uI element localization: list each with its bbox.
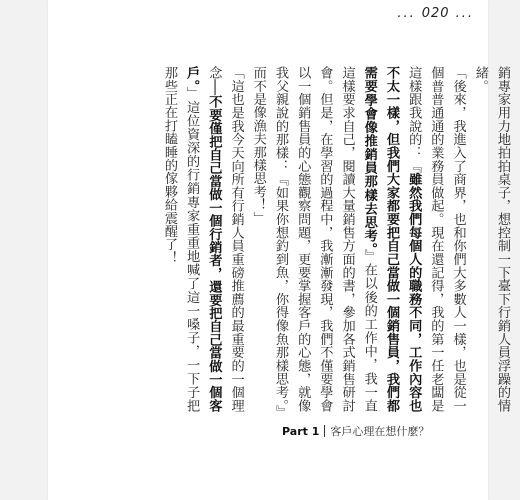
emphasized-text: 雖然我們每個人的職務不同，工作內容也不太一樣，但我們大家都要把自己當做一個銷售員，我們都需要學會像推銷員那樣去思考。: [361, 66, 422, 412]
page-footer: [282, 423, 429, 439]
footer-title: 客戶心理在想什麼？: [330, 425, 430, 438]
text-segment: 」這位資深的行銷專家重重地喊了這一嗓子，一下子把那些正在打瞌睡的傢夥給震醒了！: [161, 66, 200, 412]
text-segment: 「這也是我今天向所有行銷人員重磅推薦的最重要的一個理念──: [206, 66, 244, 412]
emphasized-text: 不要僅把自己當做一個行銷者，還要把自己當做一個客戶。: [184, 66, 222, 412]
text-segment: 「後來，我進入了商界，也和你們大多數人一樣，也是從一個普普通通的業務員做起。現在還記得，我的第一任老闆是這樣跟我說的：『: [406, 66, 466, 412]
header-dots-right: ...: [455, 6, 474, 21]
page-header: [397, 6, 474, 21]
page-number: 020: [421, 6, 450, 21]
text-segment: 銷專家用力地拍拍桌子，想控制一下臺下行銷人員浮躁的情緒。: [472, 66, 510, 412]
footer-divider: [324, 425, 325, 437]
text-segment: 』在以後的工作中，我一直這樣要求自己，閱讀大量銷售方面的書，參加各式銷售研討會。但是，在學習的過程中，我漸漸發現，我們不僅要學會以一個銷售員的心態觀察問題，更要掌握客戶的心態，就像我父親說的那樣：『如果你想釣到魚，你得像魚那樣思考。』而不是像漁夫那樣思考！」: [250, 66, 377, 412]
body-text: [108, 66, 513, 412]
paragraph: [469, 66, 513, 412]
book-page: [48, 0, 510, 500]
header-dots-left: ...: [397, 6, 416, 21]
paragraph: [247, 66, 469, 412]
footer-part: Part 1: [282, 425, 320, 438]
paragraph: [158, 66, 247, 412]
